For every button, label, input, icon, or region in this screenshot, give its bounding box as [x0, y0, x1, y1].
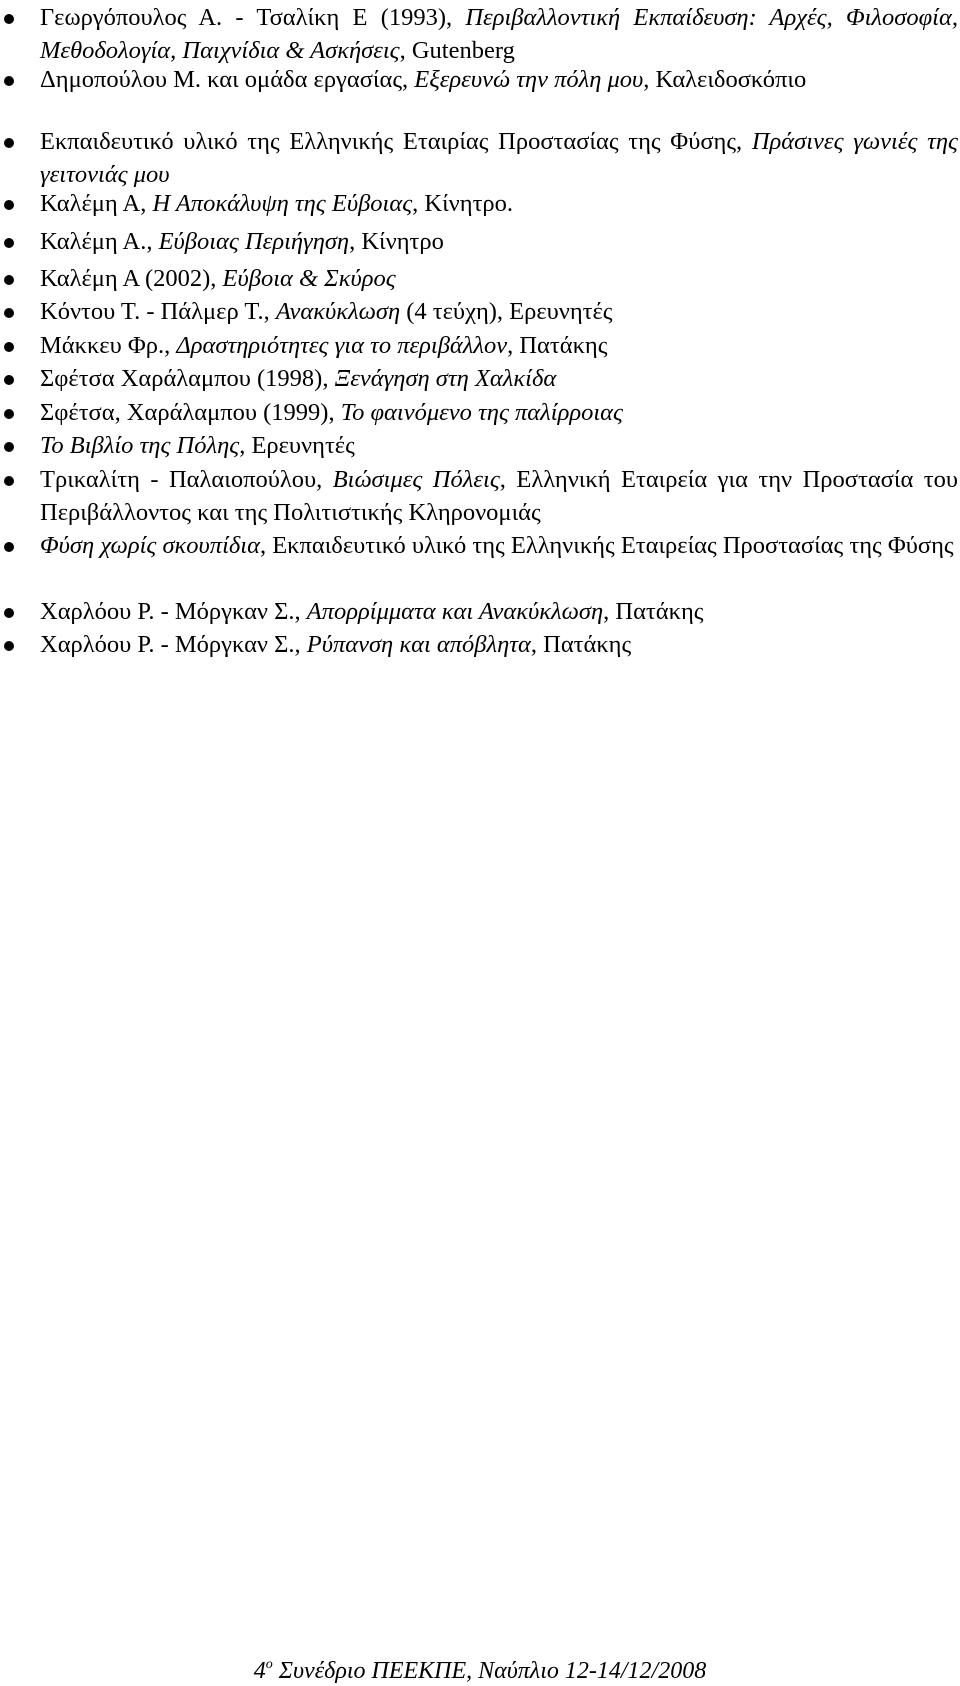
ref-text: , Εκπαιδευτικό υλικό της Ελληνικής Εταιρείας Προστασίας της Φύσης	[259, 532, 954, 559]
reference-item	[40, 330, 958, 363]
reference-item	[40, 263, 958, 296]
reference-item	[40, 64, 958, 97]
ref-title: Περιβαλλοντική Εκπαίδευση: Αρχές, Φιλοσοφία, Μεθοδολογία, Παιχνίδια & Ασκήσεις	[40, 4, 958, 64]
ref-title: Εύβοια & Σκύρος	[222, 265, 396, 292]
bullet-icon	[4, 275, 14, 285]
ref-text: , Ερευνητές	[239, 432, 355, 459]
bullet-icon	[4, 200, 14, 210]
bullet-icon	[4, 138, 14, 148]
ref-text: , Καλειδοσκόπιο	[643, 66, 807, 93]
ref-text: , Ελληνική Εταιρεία για την Προστασία του Περιβάλλοντος και της Πολιτιστικής Κληρονομιάς	[40, 466, 958, 526]
bullet-icon	[4, 442, 14, 452]
bullet-icon	[4, 308, 14, 318]
ref-title: Φύση χωρίς σκουπίδια	[40, 532, 260, 559]
reference-item	[40, 188, 958, 221]
bullet-icon	[4, 641, 14, 651]
reference-item	[40, 530, 958, 563]
footer-text: Συνέδριο ΠΕΕΚΠΕ, Ναύπλιο 12-14/12/2008	[272, 1658, 707, 1684]
bullet-icon	[4, 76, 14, 86]
ref-text: Μάκκευ Φρ.,	[40, 332, 177, 359]
ref-title: Το φαινόμενο της παλίρροιας	[340, 399, 623, 426]
ref-title: Δραστηριότητες για το περιβάλλον	[176, 332, 508, 359]
ref-title: Απορρίμματα και Ανακύκλωση	[306, 598, 604, 625]
ref-text: (4 τεύχη), Ερευνητές	[400, 298, 613, 325]
ref-text: , Κίνητρο.	[412, 190, 514, 217]
ref-text: Εκπαιδευτικό υλικό της Ελληνικής Εταιρίας Προστασίας της Φύσης,	[40, 128, 752, 155]
reference-item	[40, 296, 958, 329]
ref-text: Σφέτσα Χαράλαμπου (1998),	[40, 365, 335, 392]
ref-title: Πράσινες γωνιές της γειτονιάς μου	[40, 128, 958, 188]
ref-text: Κόντου Τ. - Πάλμερ Τ.,	[40, 298, 276, 325]
ref-text: , Gutenberg	[399, 36, 515, 64]
reference-item	[40, 226, 958, 259]
ref-text: Γεωργόπουλος Α. - Τσαλίκη Ε (1993),	[40, 4, 466, 31]
bullet-icon	[4, 409, 14, 419]
bullet-icon	[4, 542, 14, 552]
ref-title: Ξενάγηση στη Χαλκίδα	[334, 365, 557, 392]
bullet-icon	[4, 342, 14, 352]
ref-text: Σφέτσα, Χαράλαμπου (1999),	[40, 399, 341, 426]
ref-text: Δημοπούλου Μ. και ομάδα εργασίας,	[40, 66, 415, 93]
reference-item	[40, 126, 958, 191]
ref-text: Χαρλόου Ρ. - Μόργκαν Σ.,	[40, 598, 307, 625]
ref-title: Ανακύκλωση	[275, 298, 401, 325]
footer-superscript: ο	[265, 1657, 273, 1672]
ref-title: Η Αποκάλυψη της Εύβοιας	[152, 190, 413, 217]
reference-item	[40, 2, 958, 67]
bullet-icon	[4, 14, 14, 24]
reference-item	[40, 596, 958, 629]
ref-title: Βιώσιμες Πόλεις	[332, 466, 500, 493]
reference-item	[40, 430, 958, 463]
ref-title: Ρύπανση και απόβλητα	[306, 631, 531, 658]
page-footer	[0, 1650, 960, 1686]
ref-text: Τρικαλίτη - Παλαιοπούλου,	[40, 466, 333, 493]
ref-text: Καλέμη Α (2002),	[40, 265, 223, 292]
ref-text: , Κίνητρο	[349, 228, 444, 255]
reference-item	[40, 464, 958, 529]
ref-text: Καλέμη Α,	[40, 190, 153, 217]
reference-item	[40, 363, 958, 396]
ref-text: , Πατάκης	[603, 598, 704, 625]
ref-title: Εύβοιας Περιήγηση	[158, 228, 350, 255]
ref-title: Εξερευνώ την πόλη μου	[414, 66, 644, 93]
reference-item	[40, 397, 958, 430]
reference-item	[40, 629, 958, 662]
ref-text: , Πατάκης	[507, 332, 608, 359]
bullet-icon	[4, 476, 14, 486]
bullet-icon	[4, 608, 14, 618]
footer-ordinal: 4	[253, 1658, 266, 1684]
bullet-icon	[4, 375, 14, 385]
ref-title: Το Βιβλίο της Πόλης	[40, 432, 240, 459]
ref-text: Χαρλόου Ρ. - Μόργκαν Σ.,	[40, 631, 307, 658]
bullet-icon	[4, 238, 14, 248]
ref-text: Καλέμη Α.,	[40, 228, 159, 255]
ref-text: , Πατάκης	[530, 631, 632, 658]
